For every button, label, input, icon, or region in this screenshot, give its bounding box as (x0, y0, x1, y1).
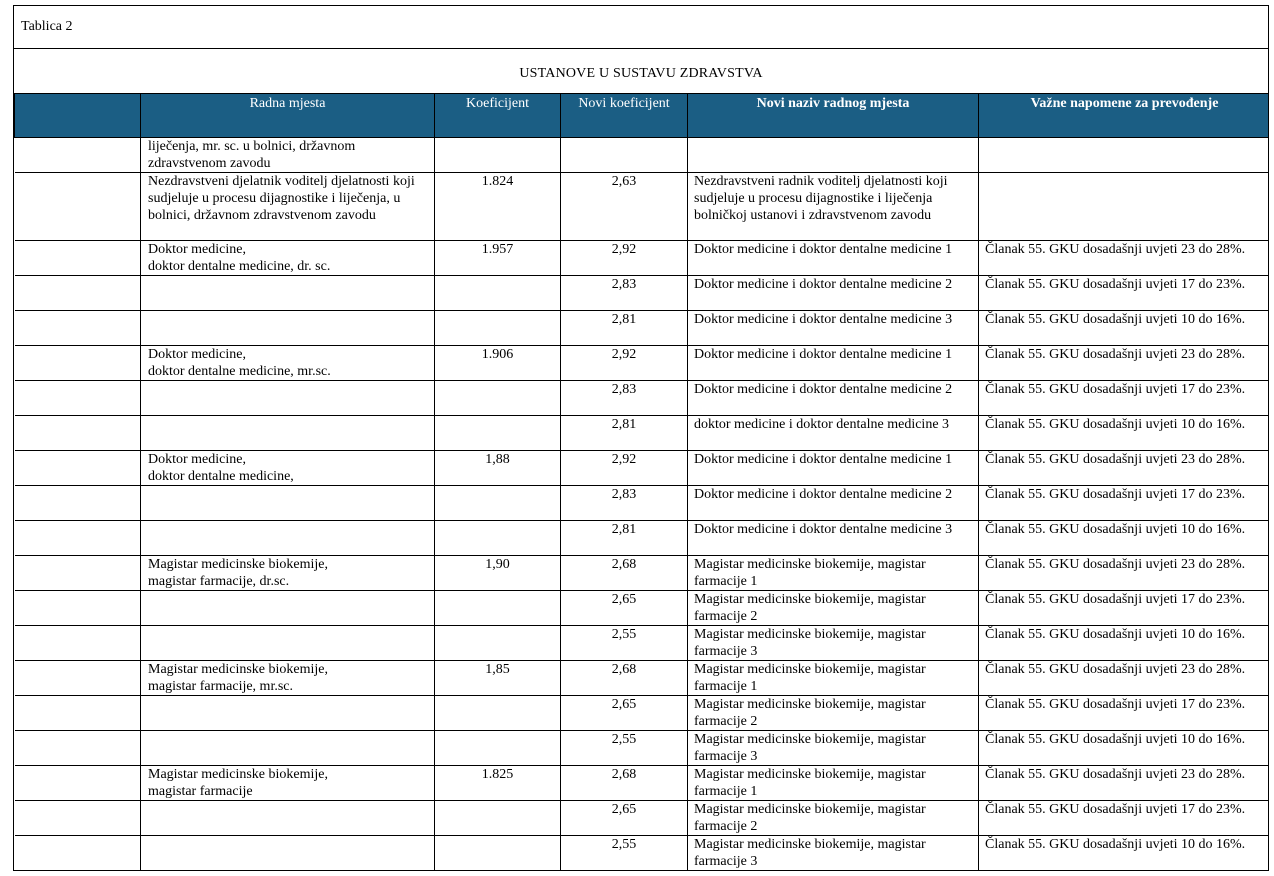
cell-c2 (435, 138, 561, 173)
cell-c2 (435, 486, 561, 521)
cell-c3: 2,65 (561, 591, 688, 626)
table-caption: Tablica 2 (14, 6, 1268, 49)
cell-c0 (15, 138, 141, 173)
cell-c3: 2,83 (561, 276, 688, 311)
cell-c4: Doktor medicine i doktor dentalne medicine 3 (688, 311, 979, 346)
cell-c1: Magistar medicinske biokemije, magistar farmacije (141, 766, 435, 801)
cell-c3: 2,68 (561, 661, 688, 696)
table-row (15, 556, 1270, 591)
cell-c1: Doktor medicine, doktor dentalne medicine, dr. sc. (141, 241, 435, 276)
cell-c1 (141, 626, 435, 661)
cell-c4: Magistar medicinske biokemije, magistar farmacije 1 (688, 661, 979, 696)
cell-c0 (15, 801, 141, 836)
table-row (15, 486, 1270, 521)
cell-c0 (15, 451, 141, 486)
cell-c0 (15, 661, 141, 696)
cell-c3: 2,81 (561, 311, 688, 346)
cell-c5: Članak 55. GKU dosadašnji uvjeti 17 do 23%. (979, 276, 1270, 311)
cell-c4: Magistar medicinske biokemije, magistar farmacije 3 (688, 626, 979, 661)
cell-c1: Nezdravstveni djelatnik voditelj djelatnosti koji sudjeluje u procesu dijagnostike i liječenja, u bolnici, državnom zdravstvenom zavodu (141, 173, 435, 241)
cell-c0 (15, 591, 141, 626)
cell-c4: Doktor medicine i doktor dentalne medicine 1 (688, 241, 979, 276)
cell-c0 (15, 346, 141, 381)
cell-c1 (141, 801, 435, 836)
cell-c4: Magistar medicinske biokemije, magistar farmacije 3 (688, 836, 979, 871)
cell-c0 (15, 521, 141, 556)
cell-c3: 2,92 (561, 241, 688, 276)
cell-c0 (15, 173, 141, 241)
cell-c2: 1,88 (435, 451, 561, 486)
cell-c1: Magistar medicinske biokemije, magistar farmacije, mr.sc. (141, 661, 435, 696)
cell-c2 (435, 416, 561, 451)
document-frame (13, 5, 1269, 871)
table-row (15, 173, 1270, 241)
cell-c5: Članak 55. GKU dosadašnji uvjeti 17 do 23%. (979, 696, 1270, 731)
table-row (15, 731, 1270, 766)
header-empty (15, 94, 141, 138)
cell-c5: Članak 55. GKU dosadašnji uvjeti 23 do 28%. (979, 451, 1270, 486)
salary-table (14, 93, 1269, 871)
cell-c2: 1.824 (435, 173, 561, 241)
table-row (15, 766, 1270, 801)
cell-c1 (141, 836, 435, 871)
cell-c5: Članak 55. GKU dosadašnji uvjeti 10 do 16%. (979, 521, 1270, 556)
cell-c4: Doktor medicine i doktor dentalne medicine 1 (688, 346, 979, 381)
cell-c0 (15, 241, 141, 276)
cell-c1 (141, 311, 435, 346)
cell-c4: Magistar medicinske biokemije, magistar farmacije 1 (688, 766, 979, 801)
cell-c4 (688, 138, 979, 173)
header-novi-koeficijent: Novi koeficijent (561, 94, 688, 138)
cell-c4: Doktor medicine i doktor dentalne medicine 2 (688, 381, 979, 416)
cell-c1 (141, 521, 435, 556)
cell-c3: 2,65 (561, 696, 688, 731)
cell-c0 (15, 416, 141, 451)
cell-c3: 2,83 (561, 486, 688, 521)
table-row (15, 626, 1270, 661)
cell-c2: 1.825 (435, 766, 561, 801)
table-row (15, 801, 1270, 836)
cell-c1 (141, 416, 435, 451)
cell-c3: 2,68 (561, 766, 688, 801)
header-koeficijent: Koeficijent (435, 94, 561, 138)
cell-c0 (15, 626, 141, 661)
cell-c4: Doktor medicine i doktor dentalne medicine 2 (688, 486, 979, 521)
table-row (15, 591, 1270, 626)
cell-c2: 1.957 (435, 241, 561, 276)
cell-c2: 1,90 (435, 556, 561, 591)
cell-c2 (435, 591, 561, 626)
cell-c0 (15, 486, 141, 521)
cell-c4: Magistar medicinske biokemije, magistar farmacije 2 (688, 696, 979, 731)
cell-c4: Magistar medicinske biokemije, magistar farmacije 1 (688, 556, 979, 591)
cell-c0 (15, 766, 141, 801)
cell-c2 (435, 381, 561, 416)
cell-c0 (15, 696, 141, 731)
cell-c2 (435, 836, 561, 871)
table-body (15, 138, 1270, 871)
cell-c4: Magistar medicinske biokemije, magistar farmacije 3 (688, 731, 979, 766)
table-row (15, 138, 1270, 173)
cell-c5: Članak 55. GKU dosadašnji uvjeti 17 do 23%. (979, 486, 1270, 521)
cell-c1: Doktor medicine, doktor dentalne medicine, (141, 451, 435, 486)
cell-c5: Članak 55. GKU dosadašnji uvjeti 10 do 16%. (979, 731, 1270, 766)
cell-c5: Članak 55. GKU dosadašnji uvjeti 23 do 28%. (979, 346, 1270, 381)
cell-c4: Nezdravstveni radnik voditelj djelatnosti koji sudjeluje u procesu dijagnostike i liječenja bolničkoj ustanovi i zdravstvenom zavodu (688, 173, 979, 241)
cell-c5: Članak 55. GKU dosadašnji uvjeti 23 do 28%. (979, 241, 1270, 276)
cell-c1: Doktor medicine, doktor dentalne medicine, mr.sc. (141, 346, 435, 381)
table-row (15, 241, 1270, 276)
cell-c1 (141, 486, 435, 521)
section-title: USTANOVE U SUSTAVU ZDRAVSTVA (519, 66, 763, 81)
cell-c3: 2,68 (561, 556, 688, 591)
cell-c4: Magistar medicinske biokemije, magistar farmacije 2 (688, 591, 979, 626)
cell-c2 (435, 311, 561, 346)
cell-c4: Doktor medicine i doktor dentalne medicine 3 (688, 521, 979, 556)
cell-c2: 1.906 (435, 346, 561, 381)
table-row (15, 696, 1270, 731)
cell-c1 (141, 696, 435, 731)
cell-c3: 2,92 (561, 346, 688, 381)
table-row (15, 346, 1270, 381)
cell-c1: Magistar medicinske biokemije, magistar farmacije, dr.sc. (141, 556, 435, 591)
cell-c2 (435, 801, 561, 836)
header-row (15, 94, 1270, 138)
cell-c5: Članak 55. GKU dosadašnji uvjeti 10 do 16%. (979, 626, 1270, 661)
cell-c2 (435, 521, 561, 556)
cell-c1 (141, 591, 435, 626)
cell-c3: 2,92 (561, 451, 688, 486)
table-row (15, 276, 1270, 311)
cell-c0 (15, 731, 141, 766)
cell-c1 (141, 731, 435, 766)
cell-c0 (15, 311, 141, 346)
table-row (15, 416, 1270, 451)
cell-c0 (15, 836, 141, 871)
cell-c0 (15, 381, 141, 416)
cell-c5: Članak 55. GKU dosadašnji uvjeti 23 do 28%. (979, 661, 1270, 696)
cell-c5: Članak 55. GKU dosadašnji uvjeti 23 do 28%. (979, 766, 1270, 801)
cell-c3: 2,65 (561, 801, 688, 836)
cell-c2 (435, 276, 561, 311)
cell-c3: 2,81 (561, 416, 688, 451)
cell-c1: liječenja, mr. sc. u bolnici, državnom zdravstvenom zavodu (141, 138, 435, 173)
table-row (15, 836, 1270, 871)
cell-c5: Članak 55. GKU dosadašnji uvjeti 10 do 16%. (979, 311, 1270, 346)
cell-c3 (561, 138, 688, 173)
cell-c1 (141, 276, 435, 311)
cell-c5 (979, 138, 1270, 173)
cell-c3: 2,83 (561, 381, 688, 416)
header-napomene: Važne napomene za prevođenje (979, 94, 1270, 138)
cell-c4: Doktor medicine i doktor dentalne medicine 1 (688, 451, 979, 486)
cell-c0 (15, 276, 141, 311)
table-row (15, 381, 1270, 416)
cell-c3: 2,63 (561, 173, 688, 241)
header-novi-naziv: Novi naziv radnog mjesta (688, 94, 979, 138)
cell-c3: 2,81 (561, 521, 688, 556)
cell-c5: Članak 55. GKU dosadašnji uvjeti 17 do 23%. (979, 801, 1270, 836)
cell-c5 (979, 173, 1270, 241)
cell-c3: 2,55 (561, 836, 688, 871)
table-row (15, 661, 1270, 696)
cell-c5: Članak 55. GKU dosadašnji uvjeti 10 do 16%. (979, 836, 1270, 871)
cell-c5: Članak 55. GKU dosadašnji uvjeti 17 do 23%. (979, 591, 1270, 626)
cell-c5: Članak 55. GKU dosadašnji uvjeti 23 do 28%. (979, 556, 1270, 591)
table-row (15, 451, 1270, 486)
cell-c4: Magistar medicinske biokemije, magistar farmacije 2 (688, 801, 979, 836)
cell-c3: 2,55 (561, 731, 688, 766)
cell-c0 (15, 556, 141, 591)
cell-c2: 1,85 (435, 661, 561, 696)
cell-c5: Članak 55. GKU dosadašnji uvjeti 10 do 16%. (979, 416, 1270, 451)
cell-c1 (141, 381, 435, 416)
header-radna-mjesta: Radna mjesta (141, 94, 435, 138)
table-row (15, 311, 1270, 346)
cell-c2 (435, 626, 561, 661)
table-row (15, 521, 1270, 556)
cell-c4: doktor medicine i doktor dentalne medicine 3 (688, 416, 979, 451)
cell-c2 (435, 731, 561, 766)
cell-c3: 2,55 (561, 626, 688, 661)
cell-c4: Doktor medicine i doktor dentalne medicine 2 (688, 276, 979, 311)
cell-c5: Članak 55. GKU dosadašnji uvjeti 17 do 23%. (979, 381, 1270, 416)
cell-c2 (435, 696, 561, 731)
